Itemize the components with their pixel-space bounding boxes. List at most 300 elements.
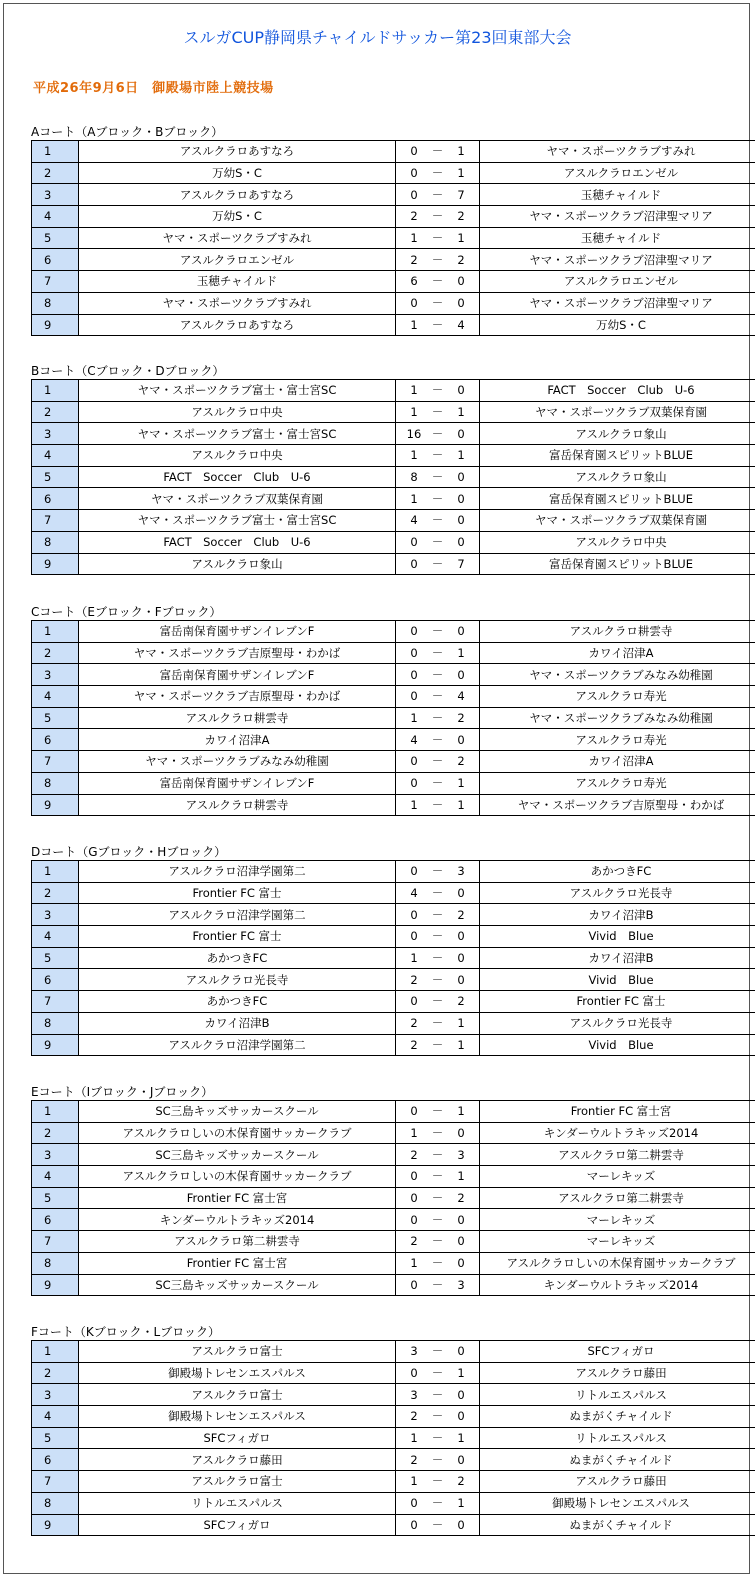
court-results-table — [31, 140, 755, 336]
home-team: カワイ沼津A — [79, 729, 396, 751]
score-cell — [396, 772, 480, 794]
home-score: 1 — [410, 1431, 418, 1446]
score-cell — [396, 401, 480, 423]
home-score: 16 — [406, 426, 422, 441]
away-score: 1 — [457, 1169, 465, 1184]
score-cell — [396, 664, 480, 686]
away-team: Vivid Blue — [480, 1034, 755, 1056]
date-venue: 平成26年9月6日 御殿場市陸上競技場 — [33, 81, 274, 96]
match-number: 8 — [32, 531, 79, 553]
match-row — [32, 969, 755, 991]
away-team: リトルエスパルス — [480, 1384, 755, 1406]
home-team: 富岳南保育園サザンイレブンF — [79, 664, 396, 686]
home-team: 御殿場トレセンエスパルス — [79, 1406, 396, 1428]
home-score: 2 — [410, 1234, 418, 1249]
match-row — [32, 1492, 755, 1514]
match-number: 6 — [32, 488, 79, 510]
home-score: 0 — [410, 1212, 418, 1227]
away-score: 1 — [457, 1431, 465, 1446]
home-team: アスルクラロしいの木保育園サッカークラブ — [79, 1122, 396, 1144]
home-team: ヤマ・スポーツクラブ富士・富士宮SC — [79, 423, 396, 445]
match-number: 7 — [32, 510, 79, 532]
match-row — [32, 991, 755, 1013]
score-dash: － — [431, 1256, 444, 1271]
away-score: 3 — [457, 1147, 465, 1162]
away-score: 2 — [457, 252, 465, 267]
home-score: 0 — [410, 994, 418, 1009]
score-cell — [396, 947, 480, 969]
away-team: アスルクラロしいの木保育園サッカークラブ — [480, 1252, 755, 1274]
home-team: SFCフィガロ — [79, 1514, 396, 1536]
score-dash: － — [431, 274, 444, 289]
away-team: Vivid Blue — [480, 969, 755, 991]
score-cell — [396, 227, 480, 249]
away-score: 0 — [457, 1234, 465, 1249]
match-row — [32, 1427, 755, 1449]
home-team: カワイ沼津B — [79, 1012, 396, 1034]
score-dash: － — [431, 1037, 444, 1052]
match-row — [32, 1144, 755, 1166]
away-team: アスルクラロ寿光 — [480, 686, 755, 708]
score-dash: － — [431, 1474, 444, 1489]
score-dash: － — [431, 535, 444, 550]
away-score: 1 — [457, 1037, 465, 1052]
match-number: 2 — [32, 162, 79, 184]
away-team: マーレキッズ — [480, 1231, 755, 1253]
away-score: 1 — [457, 166, 465, 181]
home-score: 0 — [410, 1277, 418, 1292]
match-number: 7 — [32, 751, 79, 773]
home-team: 万幼S・C — [79, 206, 396, 228]
score-dash: － — [431, 166, 444, 181]
home-team: アスルクラロ富士 — [79, 1341, 396, 1363]
away-score: 0 — [457, 886, 465, 901]
score-dash: － — [431, 646, 444, 661]
match-number: 4 — [32, 686, 79, 708]
match-number: 4 — [32, 1166, 79, 1188]
home-score: 0 — [410, 776, 418, 791]
score-dash: － — [431, 296, 444, 311]
match-number: 4 — [32, 206, 79, 228]
away-score: 0 — [457, 535, 465, 550]
away-score: 0 — [457, 667, 465, 682]
score-dash: － — [431, 513, 444, 528]
match-number: 3 — [32, 904, 79, 926]
score-dash: － — [431, 754, 444, 769]
home-team: 万幼S・C — [79, 162, 396, 184]
away-team: アスルクラロエンゼル — [480, 162, 755, 184]
match-number: 2 — [32, 1122, 79, 1144]
match-row — [32, 882, 755, 904]
away-score: 0 — [457, 972, 465, 987]
score-dash: － — [431, 1277, 444, 1292]
match-row — [32, 947, 755, 969]
score-dash: － — [431, 383, 444, 398]
away-score: 1 — [457, 448, 465, 463]
score-dash: － — [431, 1431, 444, 1446]
home-score: 2 — [410, 1409, 418, 1424]
score-cell — [396, 1406, 480, 1428]
score-cell — [396, 991, 480, 1013]
score-dash: － — [431, 929, 444, 944]
score-dash: － — [431, 797, 444, 812]
away-team: アスルクラロ光長寺 — [480, 882, 755, 904]
match-number: 3 — [32, 1144, 79, 1166]
match-row — [32, 1252, 755, 1274]
match-row — [32, 184, 755, 206]
match-row — [32, 1231, 755, 1253]
away-score: 0 — [457, 1344, 465, 1359]
score-dash: － — [431, 1234, 444, 1249]
home-team: Frontier FC 富士宮 — [79, 1252, 396, 1274]
away-score: 0 — [457, 1452, 465, 1467]
score-dash: － — [431, 994, 444, 1009]
court-title: Eコート（Iブロック・Jブロック） — [31, 1085, 214, 1099]
match-number: 4 — [32, 1406, 79, 1428]
home-score: 0 — [410, 624, 418, 639]
away-team: ぬまがくチャイルド — [480, 1406, 755, 1428]
away-score: 2 — [457, 754, 465, 769]
away-score: 0 — [457, 732, 465, 747]
score-dash: － — [431, 1344, 444, 1359]
score-dash: － — [431, 711, 444, 726]
home-team: ヤマ・スポーツクラブ富士・富士宮SC — [79, 380, 396, 402]
home-score: 2 — [410, 252, 418, 267]
score-dash: － — [431, 491, 444, 506]
away-team: アスルクラロ寿光 — [480, 772, 755, 794]
score-cell — [396, 1034, 480, 1056]
score-cell — [396, 423, 480, 445]
away-team: カワイ沼津B — [480, 947, 755, 969]
home-team: アスルクラロ沼津学園第二 — [79, 1034, 396, 1056]
court-title: Aコート（Aブロック・Bブロック） — [31, 125, 224, 139]
home-score: 0 — [410, 929, 418, 944]
home-score: 1 — [410, 797, 418, 812]
away-score: 1 — [457, 1104, 465, 1119]
home-score: 2 — [410, 209, 418, 224]
match-number: 2 — [32, 882, 79, 904]
match-row — [32, 729, 755, 751]
home-team: 御殿場トレセンエスパルス — [79, 1362, 396, 1384]
away-team: マーレキッズ — [480, 1166, 755, 1188]
match-number: 8 — [32, 1012, 79, 1034]
away-team: あかつきFC — [480, 861, 755, 883]
home-score: 0 — [410, 864, 418, 879]
court-results-table — [31, 860, 755, 1056]
match-row — [32, 686, 755, 708]
away-team: Frontier FC 富士 — [480, 991, 755, 1013]
match-row — [32, 1209, 755, 1231]
score-dash: － — [431, 448, 444, 463]
match-row — [32, 1362, 755, 1384]
away-team: アスルクラロ藤田 — [480, 1471, 755, 1493]
score-dash: － — [431, 886, 444, 901]
home-team: アスルクラロエンゼル — [79, 249, 396, 271]
away-score: 1 — [457, 797, 465, 812]
score-cell — [396, 1274, 480, 1296]
home-score: 1 — [410, 317, 418, 332]
home-score: 0 — [410, 296, 418, 311]
home-score: 4 — [410, 732, 418, 747]
match-number: 8 — [32, 772, 79, 794]
away-team: アスルクラロ象山 — [480, 423, 755, 445]
match-number: 6 — [32, 249, 79, 271]
match-number: 5 — [32, 947, 79, 969]
score-cell — [396, 162, 480, 184]
away-score: 2 — [457, 907, 465, 922]
home-score: 0 — [410, 1517, 418, 1532]
home-score: 1 — [410, 1256, 418, 1271]
home-team: Frontier FC 富士 — [79, 926, 396, 948]
score-dash: － — [431, 667, 444, 682]
away-team: 万幼S・C — [480, 314, 755, 336]
away-team: カワイ沼津B — [480, 904, 755, 926]
home-team: あかつきFC — [79, 991, 396, 1013]
score-cell — [396, 1449, 480, 1471]
home-team: FACT Soccer Club U-6 — [79, 531, 396, 553]
away-score: 0 — [457, 491, 465, 506]
match-row — [32, 751, 755, 773]
home-team: アスルクラロ第二耕雲寺 — [79, 1231, 396, 1253]
away-team: キンダーウルトラキッズ2014 — [480, 1274, 755, 1296]
score-cell — [396, 1209, 480, 1231]
score-dash: － — [431, 1169, 444, 1184]
away-team: マーレキッズ — [480, 1209, 755, 1231]
match-number: 1 — [32, 141, 79, 163]
score-cell — [396, 206, 480, 228]
away-score: 1 — [457, 1016, 465, 1031]
away-team: アスルクラロ寿光 — [480, 729, 755, 751]
score-dash: － — [431, 864, 444, 879]
home-score: 2 — [410, 1452, 418, 1467]
match-row — [32, 1012, 755, 1034]
away-score: 0 — [457, 383, 465, 398]
away-score: 0 — [457, 296, 465, 311]
court-results-table — [31, 620, 755, 816]
match-number: 1 — [32, 1341, 79, 1363]
match-number: 6 — [32, 1449, 79, 1471]
home-score: 0 — [410, 1191, 418, 1206]
score-cell — [396, 1012, 480, 1034]
away-score: 1 — [457, 231, 465, 246]
away-score: 0 — [457, 1387, 465, 1402]
score-cell — [396, 926, 480, 948]
home-score: 0 — [410, 1496, 418, 1511]
match-number: 9 — [32, 314, 79, 336]
home-score: 2 — [410, 1037, 418, 1052]
away-team: 富岳保育園スピリットBLUE — [480, 553, 755, 575]
match-row — [32, 1406, 755, 1428]
match-row — [32, 1449, 755, 1471]
away-team: ぬまがくチャイルド — [480, 1514, 755, 1536]
home-team: ヤマ・スポーツクラブすみれ — [79, 292, 396, 314]
match-number: 3 — [32, 423, 79, 445]
score-cell — [396, 1166, 480, 1188]
home-team: ヤマ・スポーツクラブ富士・富士宮SC — [79, 510, 396, 532]
score-cell — [396, 729, 480, 751]
match-number: 5 — [32, 227, 79, 249]
away-score: 1 — [457, 1496, 465, 1511]
away-team: アスルクラロ中央 — [480, 531, 755, 553]
home-team: 玉穂チャイルド — [79, 271, 396, 293]
score-cell — [396, 553, 480, 575]
score-cell — [396, 292, 480, 314]
match-row — [32, 926, 755, 948]
away-score: 0 — [457, 1409, 465, 1424]
home-team: キンダーウルトラキッズ2014 — [79, 1209, 396, 1231]
home-team: アスルクラロあすなろ — [79, 184, 396, 206]
match-row — [32, 314, 755, 336]
home-team: SC三島キッズサッカースクール — [79, 1144, 396, 1166]
home-score: 0 — [410, 187, 418, 202]
home-team: アスルクラロ富士 — [79, 1471, 396, 1493]
home-score: 8 — [410, 470, 418, 485]
match-row — [32, 380, 755, 402]
score-dash: － — [431, 252, 444, 267]
score-dash: － — [431, 776, 444, 791]
match-number: 7 — [32, 1471, 79, 1493]
score-dash: － — [431, 1452, 444, 1467]
home-score: 1 — [410, 711, 418, 726]
home-team: ヤマ・スポーツクラブすみれ — [79, 227, 396, 249]
score-cell — [396, 1187, 480, 1209]
home-score: 0 — [410, 144, 418, 159]
score-dash: － — [431, 689, 444, 704]
match-row — [32, 531, 755, 553]
court-results-table — [31, 379, 755, 575]
match-number: 8 — [32, 1492, 79, 1514]
away-score: 1 — [457, 144, 465, 159]
score-cell — [396, 1144, 480, 1166]
away-score: 1 — [457, 776, 465, 791]
away-score: 2 — [457, 711, 465, 726]
score-dash: － — [431, 1191, 444, 1206]
score-cell — [396, 1252, 480, 1274]
away-team: アスルクラロ耕雲寺 — [480, 621, 755, 643]
away-score: 7 — [457, 187, 465, 202]
home-team: リトルエスパルス — [79, 1492, 396, 1514]
home-team: SC三島キッズサッカースクール — [79, 1274, 396, 1296]
home-team: アスルクラロ中央 — [79, 401, 396, 423]
away-team: ヤマ・スポーツクラブ双葉保育園 — [480, 401, 755, 423]
home-team: Frontier FC 富士 — [79, 882, 396, 904]
score-cell — [396, 1101, 480, 1123]
away-team: 玉穂チャイルド — [480, 227, 755, 249]
home-score: 1 — [410, 383, 418, 398]
home-score: 2 — [410, 1016, 418, 1031]
match-number: 6 — [32, 1209, 79, 1231]
home-score: 1 — [410, 405, 418, 420]
score-dash: － — [431, 470, 444, 485]
score-dash: － — [431, 972, 444, 987]
match-row — [32, 621, 755, 643]
match-number: 4 — [32, 926, 79, 948]
away-team: ヤマ・スポーツクラブすみれ — [480, 141, 755, 163]
match-number: 3 — [32, 184, 79, 206]
match-number: 2 — [32, 401, 79, 423]
home-team: 富岳南保育園サザンイレブンF — [79, 621, 396, 643]
match-row — [32, 423, 755, 445]
home-score: 0 — [410, 754, 418, 769]
match-row — [32, 271, 755, 293]
match-row — [32, 466, 755, 488]
away-team: 富岳保育園スピリットBLUE — [480, 488, 755, 510]
score-cell — [396, 445, 480, 467]
match-number: 1 — [32, 861, 79, 883]
score-cell — [396, 510, 480, 532]
away-team: Vivid Blue — [480, 926, 755, 948]
home-team: Frontier FC 富士宮 — [79, 1187, 396, 1209]
match-number: 1 — [32, 1101, 79, 1123]
home-team: アスルクラロ耕雲寺 — [79, 707, 396, 729]
score-dash: － — [431, 1517, 444, 1532]
match-row — [32, 1514, 755, 1536]
match-row — [32, 664, 755, 686]
home-team: アスルクラロ耕雲寺 — [79, 794, 396, 816]
home-team: ヤマ・スポーツクラブ吉原聖母・わかば — [79, 642, 396, 664]
court-results-table — [31, 1100, 755, 1296]
score-cell — [396, 249, 480, 271]
score-dash: － — [431, 1016, 444, 1031]
court-title: Cコート（Eブロック・Fブロック） — [31, 605, 222, 619]
score-dash: － — [431, 732, 444, 747]
score-cell — [396, 642, 480, 664]
match-row — [32, 162, 755, 184]
score-cell — [396, 686, 480, 708]
match-number: 3 — [32, 1384, 79, 1406]
home-team: アスルクラロ光長寺 — [79, 969, 396, 991]
score-cell — [396, 1514, 480, 1536]
home-score: 3 — [410, 1387, 418, 1402]
score-dash: － — [431, 1409, 444, 1424]
away-team: リトルエスパルス — [480, 1427, 755, 1449]
score-cell — [396, 707, 480, 729]
match-number: 2 — [32, 1362, 79, 1384]
score-cell — [396, 751, 480, 773]
match-row — [32, 642, 755, 664]
away-score: 1 — [457, 646, 465, 661]
score-cell — [396, 882, 480, 904]
match-number: 2 — [32, 642, 79, 664]
match-row — [32, 794, 755, 816]
away-score: 0 — [457, 1126, 465, 1141]
away-team: Frontier FC 富士宮 — [480, 1101, 755, 1123]
match-number: 4 — [32, 445, 79, 467]
away-score: 2 — [457, 1191, 465, 1206]
score-cell — [396, 466, 480, 488]
away-team: ぬまがくチャイルド — [480, 1449, 755, 1471]
away-score: 0 — [457, 470, 465, 485]
match-row — [32, 1101, 755, 1123]
score-dash: － — [431, 187, 444, 202]
court-title: Fコート（Kブロック・Lブロック） — [31, 1325, 220, 1339]
away-score: 0 — [457, 929, 465, 944]
home-score: 4 — [410, 513, 418, 528]
away-score: 0 — [457, 1517, 465, 1532]
match-row — [32, 861, 755, 883]
score-dash: － — [431, 231, 444, 246]
home-team: アスルクラロ藤田 — [79, 1449, 396, 1471]
home-score: 0 — [410, 667, 418, 682]
score-dash: － — [431, 405, 444, 420]
score-cell — [396, 184, 480, 206]
score-cell — [396, 380, 480, 402]
score-dash: － — [431, 1147, 444, 1162]
match-number: 7 — [32, 271, 79, 293]
away-team: ヤマ・スポーツクラブ双葉保育園 — [480, 510, 755, 532]
away-team: ヤマ・スポーツクラブ沼津聖マリア — [480, 249, 755, 271]
match-number: 8 — [32, 292, 79, 314]
